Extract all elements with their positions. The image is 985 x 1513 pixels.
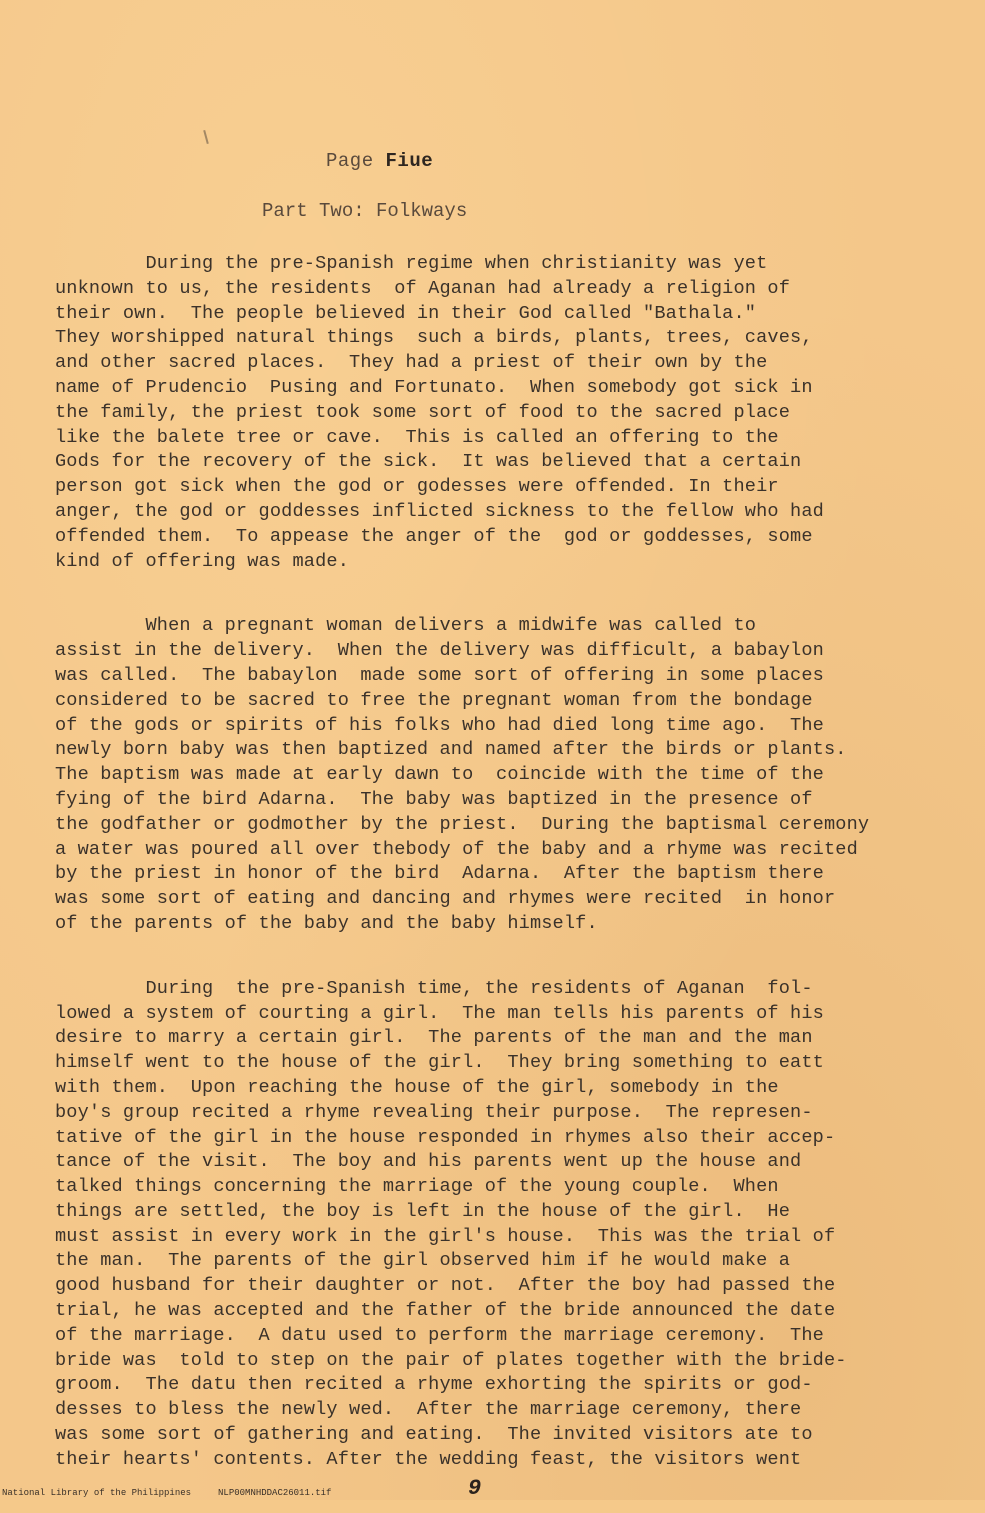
text-line: During the pre-Spanish time, the residents of Aganan fol- bbox=[55, 977, 813, 999]
text-line: The baptism was made at early dawn to coincide with the time of the bbox=[55, 764, 824, 786]
text-line: desire to marry a certain girl. The parents of the man and the man bbox=[55, 1027, 813, 1049]
paragraph-courtship bbox=[55, 977, 955, 1473]
text-line: fying of the bird Adarna. The baby was baptized in the presence of bbox=[55, 788, 813, 810]
text-line: the family, the priest took some sort of food to the sacred place bbox=[55, 401, 791, 423]
text-line: kind of offering was made. bbox=[55, 550, 350, 572]
text-line: of the marriage. A datu used to perform the marriage ceremony. The bbox=[55, 1324, 824, 1346]
page-header-label: Page bbox=[326, 150, 374, 172]
text-line: considered to be sacred to free the pregnant woman from the bondage bbox=[55, 689, 813, 711]
text-line: was some sort of gathering and eating. The invited visitors ate to bbox=[55, 1424, 813, 1446]
text-line: the man. The parents of the girl observed him if he would make a bbox=[55, 1250, 791, 1272]
text-line: assist in the delivery. When the delivery was difficult, a babaylon bbox=[55, 640, 824, 662]
footer-page-number: 9 bbox=[468, 1476, 482, 1501]
text-line: bride was told to step on the pair of plates together with the bride- bbox=[55, 1349, 847, 1371]
text-line: newly born baby was then baptized and named after the birds or plants. bbox=[55, 739, 847, 761]
text-line: of the parents of the baby and the baby himself. bbox=[55, 912, 598, 934]
footer-source-label: National Library of the Philippines NLP00MNHDDAC26011.tif bbox=[2, 1488, 332, 1498]
text-line: the godfather or godmother by the priest. During the baptismal ceremony bbox=[55, 813, 870, 835]
body-text bbox=[55, 252, 955, 1513]
text-line: himself went to the house of the girl. They bring something to eatt bbox=[55, 1052, 824, 1074]
text-line: boy's group recited a rhyme revealing their purpose. The represen- bbox=[55, 1101, 813, 1123]
text-line: with them. Upon reaching the house of the girl, somebody in the bbox=[55, 1076, 779, 1098]
text-line: was called. The babaylon made some sort of offering in some places bbox=[55, 664, 824, 686]
text-line: anger, the god or goddesses inflicted sickness to the fellow who had bbox=[55, 500, 824, 522]
text-line: their own. The people believed in their God called "Bathala." bbox=[55, 302, 757, 324]
paper-speck bbox=[203, 130, 209, 144]
text-line: tance of the visit. The boy and his parents went up the house and bbox=[55, 1151, 802, 1173]
text-line: name of Prudencio Pusing and Fortunato. When somebody got sick in bbox=[55, 376, 813, 398]
text-line: person got sick when the god or godesses were offended. In their bbox=[55, 476, 779, 498]
text-line: lowed a system of courting a girl. The man tells his parents of his bbox=[55, 1002, 824, 1024]
text-line: desses to bless the newly wed. After the marriage ceremony, there bbox=[55, 1399, 802, 1421]
paragraph-childbirth bbox=[55, 614, 955, 936]
text-line: unknown to us, the residents of Aganan had already a religion of bbox=[55, 277, 791, 299]
text-line: trial, he was accepted and the father of the bride announced the date bbox=[55, 1300, 836, 1322]
text-line: like the balete tree or cave. This is called an offering to the bbox=[55, 426, 779, 448]
text-line: things are settled, the boy is left in the house of the girl. He bbox=[55, 1200, 791, 1222]
paragraph-religion bbox=[55, 252, 955, 574]
text-line: good husband for their daughter or not. After the boy had passed the bbox=[55, 1275, 836, 1297]
text-line: groom. The datu then recited a rhyme exhorting the spirits or god- bbox=[55, 1374, 813, 1396]
text-line: by the priest in honor of the bird Adarna. After the baptism there bbox=[55, 863, 824, 885]
text-line: of the gods or spirits of his folks who had died long time ago. The bbox=[55, 714, 824, 736]
text-line: During the pre-Spanish regime when christianity was yet bbox=[55, 253, 768, 274]
text-line: was some sort of eating and dancing and rhymes were recited in honor bbox=[55, 888, 836, 910]
text-line: They worshipped natural things such a birds, plants, trees, caves, bbox=[55, 327, 813, 349]
text-line: and other sacred places. They had a priest of their own by the bbox=[55, 352, 768, 374]
text-line: offended them. To appease the anger of the god or goddesses, some bbox=[55, 525, 813, 547]
text-line: their hearts' contents. After the wedding feast, the visitors went bbox=[55, 1448, 802, 1470]
page-header bbox=[326, 150, 433, 172]
page-header-number: Fiue bbox=[385, 150, 434, 172]
text-line: When a pregnant woman delivers a midwife was called to bbox=[55, 615, 757, 637]
text-line: tative of the girl in the house responded in rhymes also their accep- bbox=[55, 1126, 836, 1148]
text-line: a water was poured all over thebody of the baby and a rhyme was recited bbox=[55, 838, 858, 860]
part-title: Part Two: Folkways bbox=[262, 200, 468, 222]
text-line: Gods for the recovery of the sick. It was believed that a certain bbox=[55, 451, 802, 473]
text-line: talked things concerning the marriage of the young couple. When bbox=[55, 1176, 779, 1198]
text-line: must assist in every work in the girl's house. This was the trial of bbox=[55, 1225, 836, 1247]
